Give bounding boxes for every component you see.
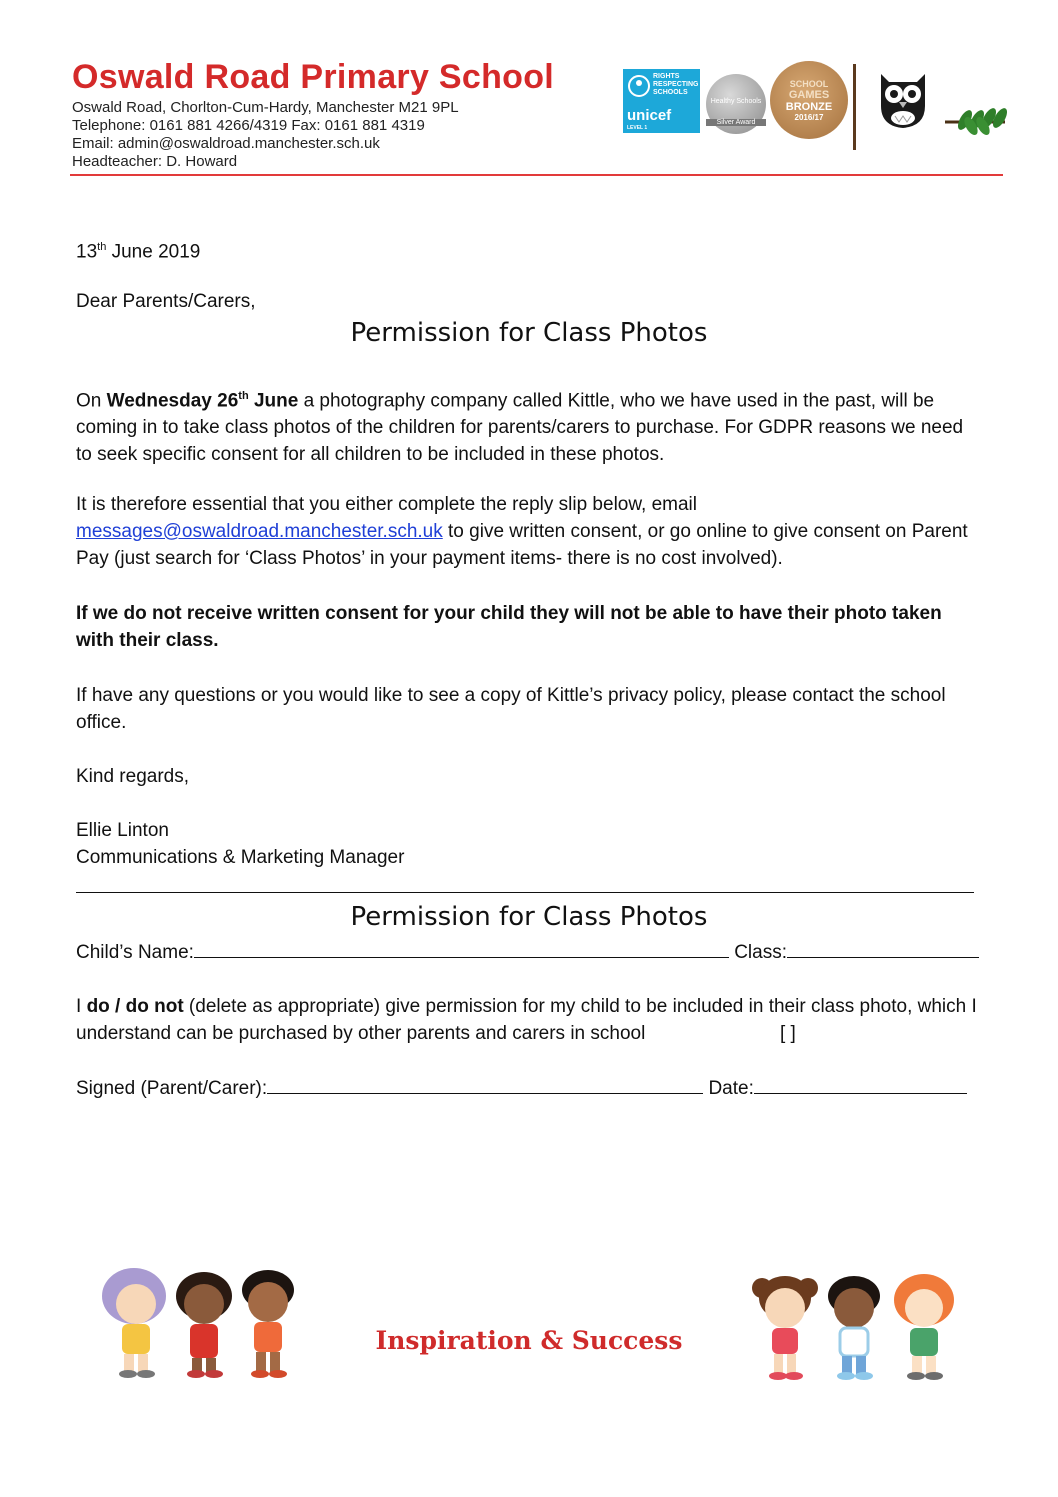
consent-statement — [76, 993, 982, 1047]
p1-day: Wednesday 26 — [106, 390, 239, 412]
unicef-level: LEVEL 1 — [627, 125, 648, 131]
class-label: Class: — [734, 942, 787, 963]
consent-body: (delete as appropriate) give permission for my child to be included in their class photo, which I understand can be purchased by other parents and carers in school — [76, 996, 977, 1044]
greeting: Dear Parents/Carers, — [76, 291, 256, 312]
closing: Kind regards, — [76, 766, 190, 787]
headteacher: Headteacher: D. Howard — [72, 153, 238, 170]
child-name-label: Child’s Name: — [76, 942, 194, 963]
child-name-field[interactable] — [194, 939, 729, 958]
signature-field[interactable] — [267, 1075, 703, 1094]
p1-month: June — [248, 390, 299, 412]
school-games-badge — [770, 61, 848, 139]
school-games-line3: BRONZE — [785, 101, 833, 113]
consent-email-link[interactable]: messages@oswaldroad.manchester.sch.uk — [76, 521, 443, 542]
school-games-line2: GAMES — [788, 89, 830, 101]
signed-label: Signed (Parent/Carer): — [76, 1078, 268, 1099]
school-motto: Inspiration & Success — [375, 1326, 683, 1355]
date-label: Date: — [708, 1078, 754, 1099]
class-field[interactable] — [787, 939, 979, 958]
date-month-year: June 2019 — [106, 241, 201, 263]
consent-prefix: I — [76, 996, 87, 1017]
school-telephone: Telephone: 0161 881 4266/4319 Fax: 0161 881 4319 — [72, 117, 425, 134]
letter-title: Permission for Class Photos — [350, 318, 708, 348]
healthy-schools-award: Silver Award — [706, 119, 766, 126]
paragraph-photo-day — [76, 383, 982, 468]
date-day: 13 — [76, 241, 98, 263]
date-field[interactable] — [754, 1075, 967, 1094]
paragraph-consent-warning: If we do not receive written consent for your child they will not be able to have their photo taken with their class. — [76, 603, 942, 651]
signer-role: Communications & Marketing Manager — [76, 847, 405, 868]
leaves-logo-icon — [945, 98, 1007, 138]
consent-options: do / do not — [86, 996, 184, 1017]
letter-date — [76, 234, 982, 265]
cut-line — [76, 892, 974, 893]
p2-body: to give written consent, or go online to give consent on Parent Pay (just search for ‘Class Photos’ in your payment items- there is no cost involved). — [76, 521, 968, 569]
school-games-line1: SCHOOL — [789, 79, 829, 89]
p2-prefix: It is therefore essential that you either complete the reply slip below, email — [76, 494, 697, 515]
paragraph-consent-options — [76, 491, 982, 572]
healthy-schools-text: Healthy Schools — [710, 98, 762, 105]
slip-title: Permission for Class Photos — [350, 902, 708, 932]
school-games-line4: 2016/17 — [794, 113, 824, 122]
header-rule — [70, 174, 1003, 176]
header-divider — [853, 64, 856, 150]
p1-day-suffix: th — [238, 390, 249, 402]
school-name: Oswald Road Primary School — [72, 58, 555, 96]
paragraph-questions: If have any questions or you would like to see a copy of Kittle’s privacy policy, please contact the school office. — [76, 685, 946, 733]
owl-logo-icon — [875, 66, 931, 130]
school-email: Email: admin@oswaldroad.manchester.sch.uk — [72, 135, 380, 152]
p1-body: a photography company called Kittle, who we have used in the past, will be coming in to take class photos of the children for parents/carers to purchase. For GDPR reasons we need to seek specific consent for all children to be included in these photos. — [76, 390, 964, 466]
signer-name: Ellie Linton — [76, 820, 169, 841]
date-suffix: th — [97, 241, 107, 253]
child-details-row — [76, 939, 982, 966]
school-address: Oswald Road, Chorlton-Cum-Hardy, Manchester M21 9PL — [72, 99, 459, 116]
rights-respecting-schools-badge — [623, 69, 700, 133]
rights-respecting-logo-icon — [627, 73, 651, 99]
consent-checkbox[interactable]: [ ] — [780, 1023, 796, 1044]
rights-respecting-text: RIGHTS RESPECTING SCHOOLS — [653, 73, 699, 96]
unicef-text: unicef — [627, 107, 672, 124]
p1-prefix: On — [76, 390, 107, 412]
signature-row — [76, 1075, 982, 1102]
children-right-illustration-icon — [748, 1268, 966, 1388]
healthy-schools-badge — [706, 74, 766, 134]
